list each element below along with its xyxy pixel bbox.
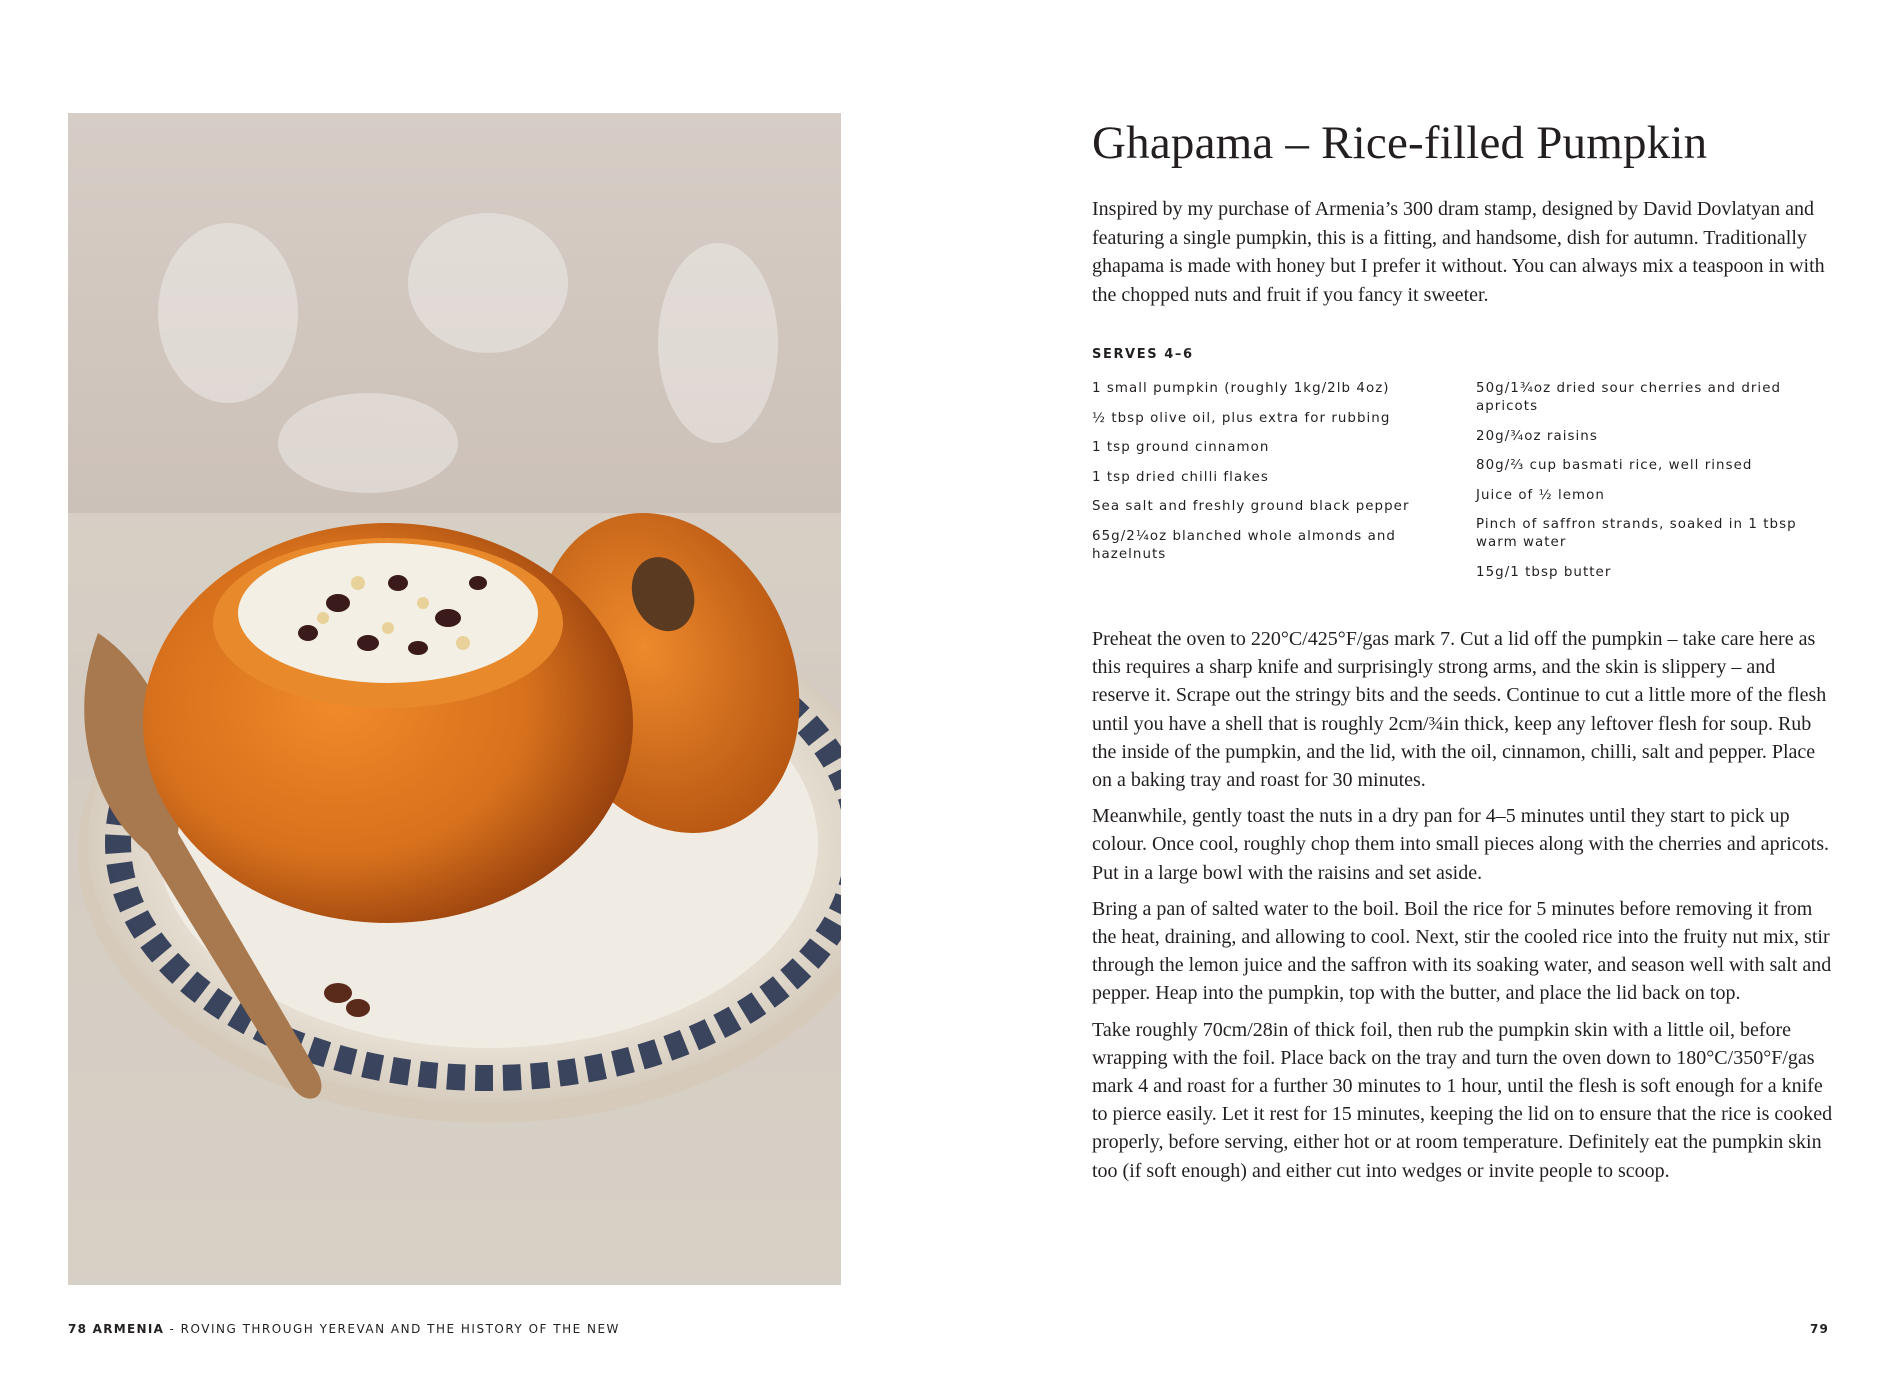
ingredient-item: 15g/1 tbsp butter [1476,564,1612,580]
method-step: Preheat the oven to 220°C/425°F/gas mark 7. Cut a lid off the pumpkin – take care here as this requires a sharp knife and surprisingly strong arms, and the skin is slippery – and reserve it. Scrape out the stringy bits and the seeds. Continue to cut a little more of the flesh until you have a shell that is roughly 2cm/¾in thick, keep any leftover flesh for soup. Rub the inside of the pumpkin, and the lid, with the oil, cinnamon, chilli, salt and pepper. Place on a baking tray and roast for 30 minutes. [1092,628,1827,792]
ingredient-item: Pinch of saffron strands, soaked in 1 tbsp warm water [1476,517,1797,550]
recipe-intro: Inspired by my purchase of Armenia’s 300 dram stamp, designed by David Dovlatyan and featuring a single pumpkin, this is a fitting, and handsome, dish for autumn. Traditionally ghapama is made with honey but I prefer it without. You can always mix a teaspoon in with the chopped nuts and fruit if you fancy it sweeter. [1092,198,1825,306]
left-page-footer [68,1322,620,1336]
recipe-page [1092,113,1834,1193]
method-step: Bring a pan of salted water to the boil. Boil the rice for 5 minutes before removing it from the heat, draining, and allowing to cool. Next, stir the cooled rice into the fruity nut mix, stir through the lemon juice and the saffron with its soaking water, and season well with salt and pepper. Heap into the pumpkin, top with the butter, and place the lid back on top. [1092,897,1832,1005]
ingredient-item: 20g/¾oz raisins [1476,428,1598,444]
rice-filling [238,543,538,683]
ingredient-item: 65g/2¼oz blanched whole almonds and hazelnuts [1092,528,1396,562]
method-step: Meanwhile, gently toast the nuts in a dry pan for 4–5 minutes until they start to pick up colour. Once cool, roughly chop them into small pieces along with the cherries and apricots. Put in a large bowl with the raisins and set aside. [1092,805,1830,884]
ingredients-column-left [1092,380,1444,593]
recipe-photo [68,113,841,1285]
method-step: Take roughly 70cm/28in of thick foil, then rub the pumpkin skin with a little oil, before wrapping with the foil. Place back on the tray and turn the oven down to 180°C/350°F/gas mark 4 and roast for a further 30 minutes to 1 hour, until the flesh is soft enough for a knife to pierce easily. Let it rest for 15 minutes, keeping the lid on to ensure that the rice is cooked properly, before serving, either hot or at room temperature. Definitely eat the pumpkin skin too (if soft enough) and either cut into wedges or invite people to scoop. [1092,1018,1833,1182]
ingredients-list [1092,380,1834,593]
footer-separator: - [164,1322,181,1336]
ingredients-column-right [1476,380,1834,593]
ingredient-item: 1 tsp dried chilli flakes [1092,469,1269,485]
recipe-title: Ghapama – Rice-filled Pumpkin [1092,117,1708,169]
serves-label: SERVES 4–6 [1092,347,1194,362]
ingredient-item: 1 small pumpkin (roughly 1kg/2lb 4oz) [1092,381,1390,396]
right-page-number: 79 [1810,1322,1830,1336]
ingredient-item: 50g/1¾oz dried sour cherries and dried apricots [1476,381,1782,414]
pumpkin-photo-illustration [68,113,841,1285]
left-page-number: 78 [68,1322,88,1336]
method-section [1092,625,1834,1185]
footer-chapter-name: ROVING THROUGH YEREVAN AND THE HISTORY OF THE NEW [180,1322,620,1336]
ingredient-item: Sea salt and freshly ground black pepper [1092,499,1410,514]
ingredient-item: 80g/⅔ cup basmati rice, well rinsed [1476,458,1753,473]
footer-section-name: ARMENIA [92,1322,165,1336]
ingredient-item: ½ tbsp olive oil, plus extra for rubbing [1092,410,1391,426]
ingredient-item: Juice of ½ lemon [1476,487,1605,503]
ingredient-item: 1 tsp ground cinnamon [1092,440,1270,455]
